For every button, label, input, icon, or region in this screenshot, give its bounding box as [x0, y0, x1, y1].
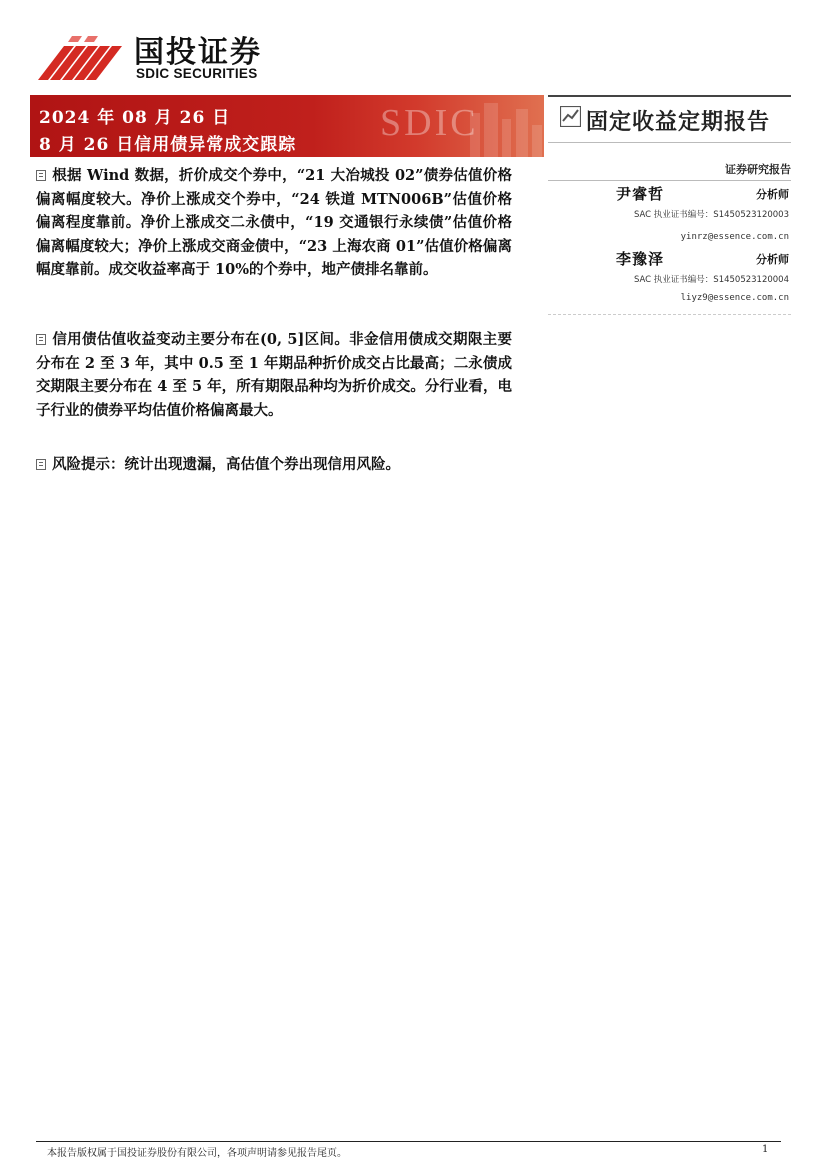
analyst-name: 尹睿哲 [616, 185, 665, 203]
divider [548, 314, 791, 315]
company-logo [38, 36, 268, 86]
logo-english-name: SDIC SECURITIES [136, 66, 258, 81]
report-category-box [548, 95, 791, 143]
risk-warning [36, 453, 512, 477]
report-title: 8 月 26 日信用债异常成交跟踪 [39, 135, 297, 155]
footer-divider [36, 1141, 781, 1142]
analyst-sac-number: SAC 执业证书编号：S1450523120003 [633, 210, 789, 220]
report-category-title: 固定收益定期报告 [586, 109, 771, 135]
bullet-icon [36, 334, 46, 345]
analyst-email[interactable]: liyz9@essence.com.cn [680, 293, 789, 303]
analyst-role: 分析师 [756, 253, 789, 266]
summary-paragraph [36, 328, 512, 422]
report-type-label: 证券研究报告 [725, 163, 791, 176]
report-date: 2024 年 08 月 26 日 [39, 108, 231, 128]
analyst-card [548, 248, 791, 310]
analyst-email[interactable]: yinrz@essence.com.cn [680, 232, 789, 242]
sdic-logo-mark [38, 36, 124, 80]
banner-watermark: SDIC [380, 102, 479, 144]
analyst-card [548, 183, 791, 245]
logo-chinese-name: 国投证券 [134, 35, 262, 70]
footer-disclaimer: 本报告版权属于国投证券股份有限公司，各项声明请参见报告尾页。 [47, 1148, 347, 1159]
summary-text: 根据 Wind 数据，折价成交个券中，“21 大冶城投 02”债券估值价格偏离幅度较大。净价上涨成交个券中，“24 铁道 MTN006B”估值价格偏离程度靠前。净价上涨成交二永债中，“19 交通银行永续债”估值价格偏离幅度较大；净价上涨成交商金债中，“23 上海农商 01”估值价格偏离幅度靠前。成交收益率高于 10%的个券中，地产债排名靠前。 [36, 167, 512, 278]
analyst-role: 分析师 [756, 188, 789, 201]
chart-line-icon [560, 106, 581, 127]
bullet-icon [36, 459, 46, 470]
page-number: 1 [762, 1144, 769, 1155]
summary-text: 信用债估值收益变动主要分布在(0, 5]区间。非金信用债成交期限主要分布在 2 至 3 年，其中 0.5 至 1 年期品种折价成交占比最高；二永债成交期限主要分布在 4 至 5 年，所有期限品种均为折价成交。分行业看，电子行业的债券平均估值价格偏离最大。 [36, 331, 512, 419]
analyst-sac-number: SAC 执业证书编号：S1450523120004 [633, 275, 789, 285]
divider [548, 180, 791, 181]
risk-warning-text: 风险提示：统计出现遗漏，高估值个券出现信用风险。 [52, 456, 400, 473]
analyst-name: 李豫泽 [616, 250, 665, 268]
bullet-icon [36, 170, 46, 181]
summary-paragraph [36, 164, 512, 282]
report-banner [30, 95, 544, 157]
